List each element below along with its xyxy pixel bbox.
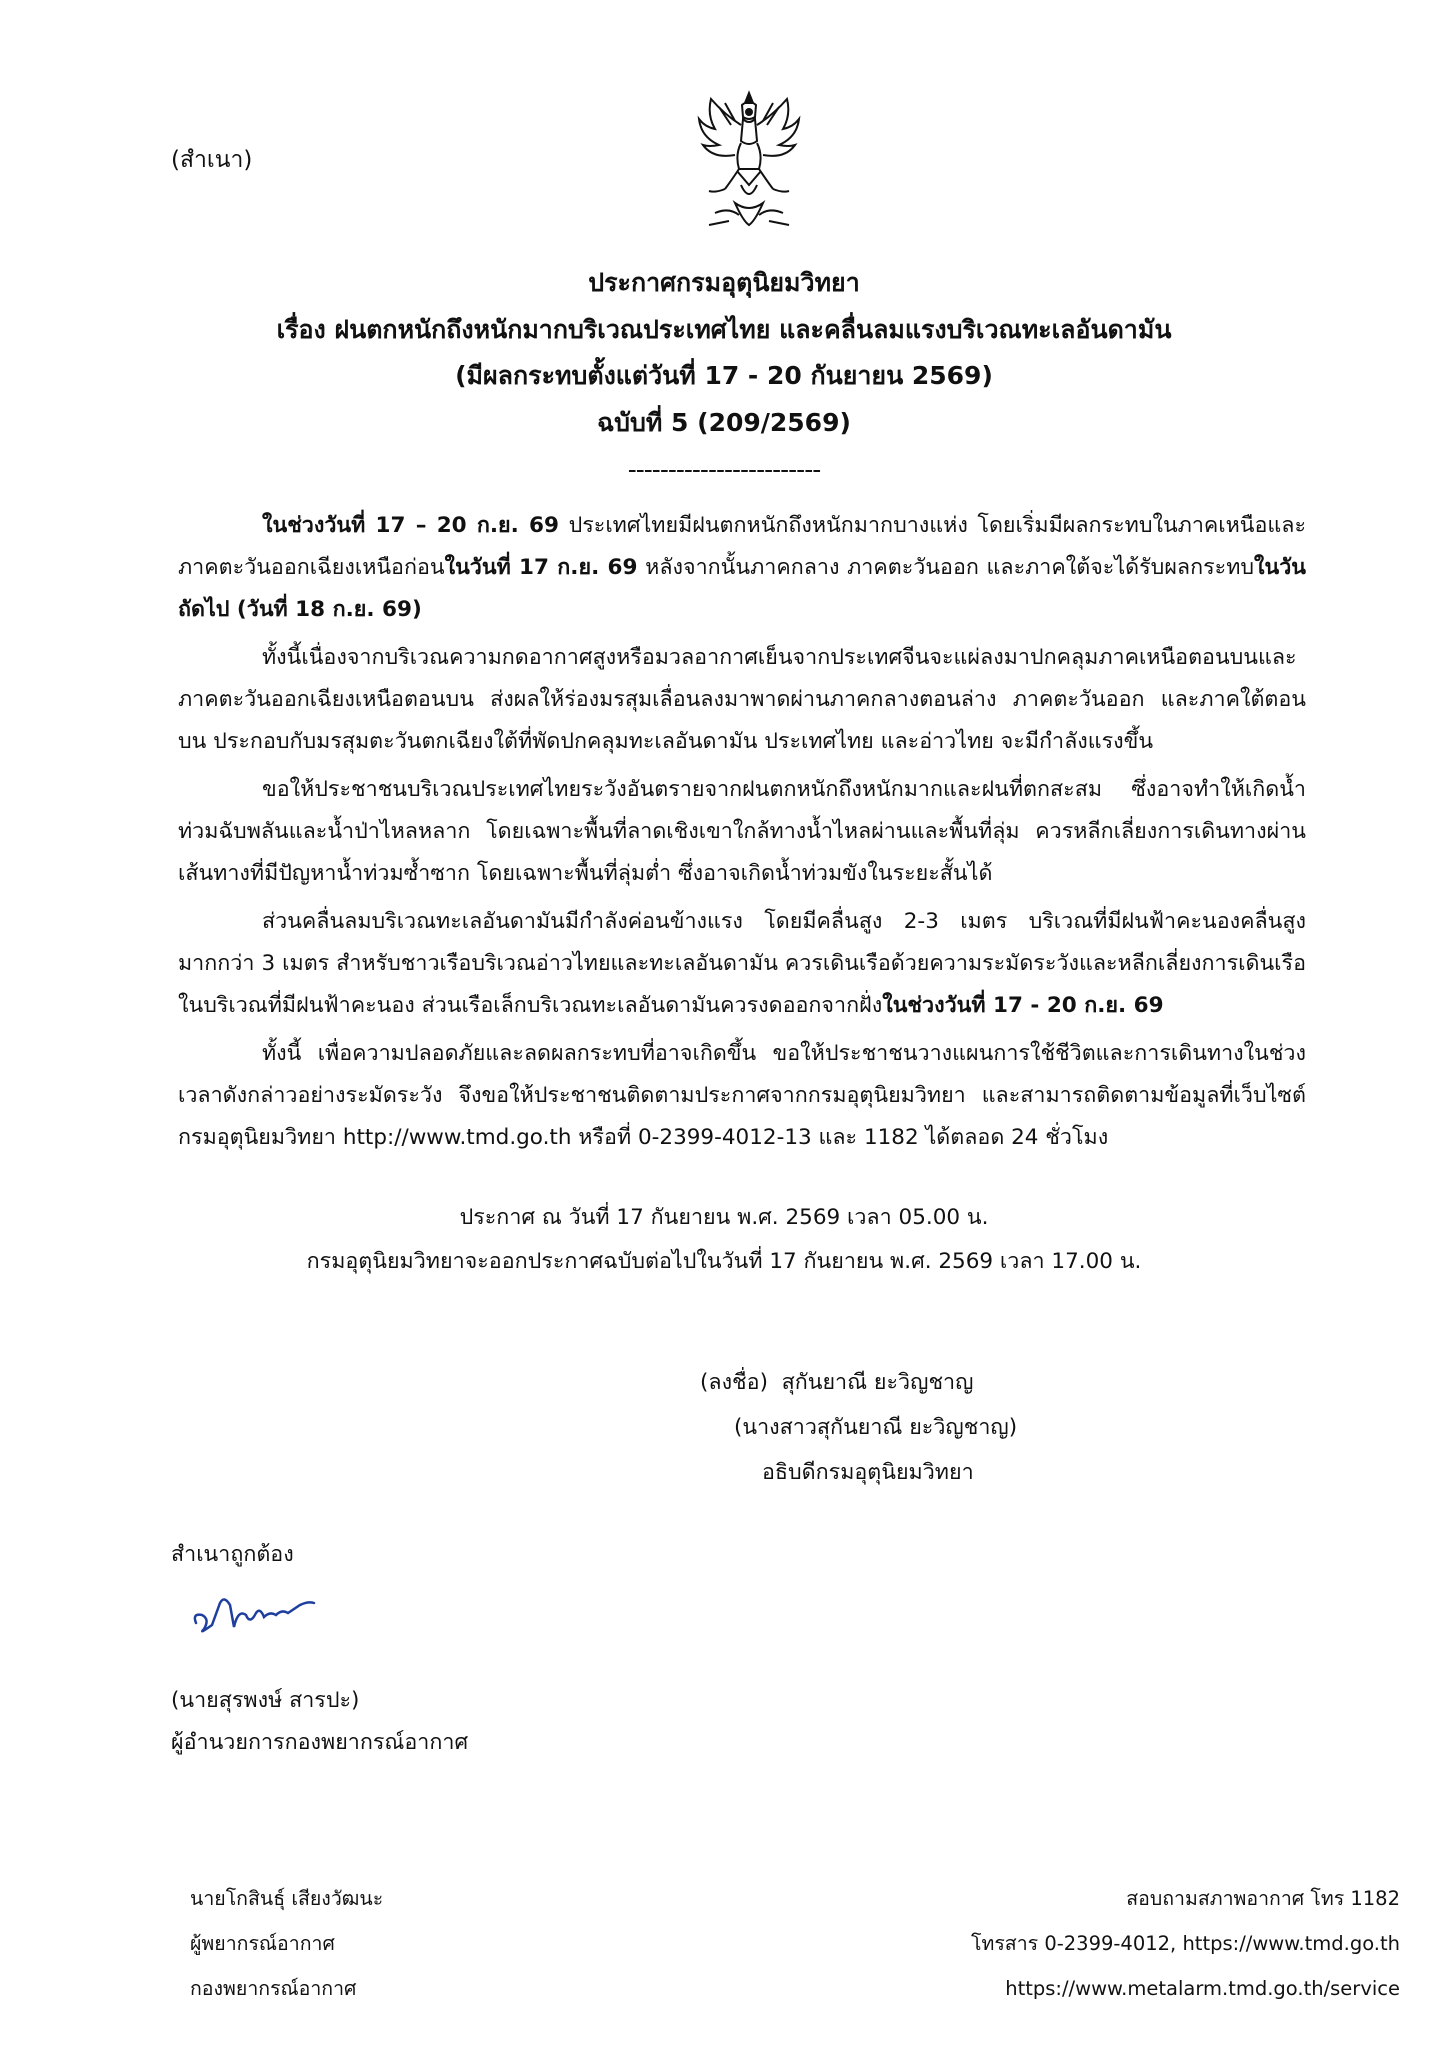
signatory-block <box>700 1360 1017 1495</box>
paragraph-marine-warning-text <box>178 909 1306 1018</box>
signed-line: (ลงชื่อ) สุกันยาณี ยะวิญชาญ <box>700 1370 974 1395</box>
p4-rich-segment: ส่วนคลื่นลมบริเวณทะเลอันดามันมีกำลังค่อนข้างแรง โดยมีคลื่นสูง 2-3 เมตร บริเวณที่มีฝนฟ้าคะนองคลื่นสูงมากกว่า 3 เมตร สำหรับชาวเรือบริเวณอ่าวไทยและทะเลอันดามัน ควรเดินเรือด้วยความระมัดระวังและหลีกเลี่ยงการเดินเรือในบริเวณที่มีฝนฟ้าคะนอง ส่วนเรือเล็กบริเวณทะเลอันดามันควรงดออกจากฝั่ง <box>178 909 1306 1018</box>
certified-copy-label: สำเนาถูกต้อง <box>171 1542 294 1567</box>
forecaster-division: กองพยากรณ์อากาศ <box>190 1977 357 2000</box>
issue-number: ฉบับที่ 5 (209/2569) <box>597 408 851 437</box>
paragraph-safety-advice <box>178 1033 1306 1159</box>
signatory-name: (นางสาวสุกันยาณี ยะวิญชาญ) <box>734 1415 1018 1440</box>
copy-label: (สำเนา) <box>171 147 253 173</box>
paragraph-flood-warning-text: ขอให้ประชาชนบริเวณประเทศไทยระวังอันตรายจากฝนตกหนักถึงหนักมากและฝนที่ตกสะสม ซึ่งอาจทำให้เกิดน้ำท่วมฉับพลันและน้ำป่าไหลหลาก โดยเฉพาะพื้นที่ลาดเชิงเขาใกล้ทางน้ำไหลผ่านและพื้นที่ลุ่ม ควรหลีกเลี่ยงการเดินทางผ่านเส้นทางที่มีปัญหาน้ำท่วมซ้ำซาก โดยเฉพาะพื้นที่ลุ่มต่ำ ซึ่งอาจเกิดน้ำท่วมขังในระยะสั้นได้ <box>178 777 1306 886</box>
forecaster-role: ผู้พยากรณ์อากาศ <box>190 1932 335 1955</box>
contact-hotline: สอบถามสภาพอากาศ โทร 1182 <box>1126 1887 1400 1910</box>
announcement-title: ประกาศกรมอุตุนิยมวิทยา <box>588 268 860 297</box>
paragraph-safety-advice-text: ทั้งนี้ เพื่อความปลอดภัยและลดผลกระทบที่อาจเกิดขึ้น ขอให้ประชาชนวางแผนการใช้ชีวิตและการเดินทางในช่วงเวลาดังกล่าวอย่างระมัดระวัง จึงขอให้ประชาชนติดตามประกาศจากกรมอุตุนิยมวิทยา และสามารถติดตามข้อมูลที่เว็บไซต์ กรมอุตุนิยมวิทยา http://www.tmd.go.th หรือที่ 0-2399-4012-13 และ 1182 ได้ตลอด 24 ชั่วโมง <box>178 1041 1306 1150</box>
announcement-subject: เรื่อง ฝนตกหนักถึงหนักมากบริเวณประเทศไทย และคลื่นลมแรงบริเวณทะเลอันดามัน <box>276 315 1172 344</box>
paragraph-marine-warning <box>178 901 1306 1027</box>
p1-rich-segment: ในช่วงวันที่ 17 – 20 ก.ย. 69 <box>262 513 559 538</box>
effective-period: (มีผลกระทบตั้งแต่วันที่ 17 - 20 กันยายน 2569) <box>455 361 993 390</box>
contact-fax-website: โทรสาร 0-2399-4012, https://www.tmd.go.th <box>971 1932 1400 1955</box>
footer-forecaster <box>190 1876 383 2011</box>
contact-service-url[interactable]: https://www.metalarm.tmd.go.th/service <box>1005 1977 1400 2000</box>
certifier-block <box>171 1680 468 1764</box>
paragraph-rain-forecast <box>178 505 1306 631</box>
paragraph-cause-text: ทั้งนี้เนื่องจากบริเวณความกดอากาศสูงหรือมวลอากาศเย็นจากประเทศจีนจะแผ่ลงมาปกคลุมภาคเหนือตอนบนและภาคตะวันออกเฉียงเหนือตอนบน ส่งผลให้ร่องมรสุมเลื่อนลงมาพาดผ่านภาคกลางตอนล่าง ภาคตะวันออก และภาคใต้ตอนบน ประกอบกับมรสุมตะวันตกเฉียงใต้ที่พัดปกคลุมทะเลอันดามัน ประเทศไทย และอ่าวไทย จะมีกำลังแรงขึ้น <box>178 645 1306 754</box>
forecaster-name: นายโกสินธุ์ เสียงวัฒนะ <box>190 1887 384 1910</box>
paragraph-flood-warning <box>178 769 1306 895</box>
paragraph-rain-forecast-text <box>178 513 1306 622</box>
p1-rich-segment: ประเทศไทยมีฝนตกหนักถึงหนักมากบางแห่ง โดยเริ่มมีผลกระทบในภาคเหนือและภาคตะวันออกเฉียงเหนือก่อน <box>178 513 1307 580</box>
garuda-emblem-icon <box>695 85 803 235</box>
announcement-dates <box>0 1196 1448 1284</box>
p1-rich-segment: หลังจากนั้นภาคกลาง ภาคตะวันออก และภาคใต้จะได้รับผลกระทบ <box>637 555 1255 580</box>
certifier-position: ผู้อำนวยการกองพยากรณ์อากาศ <box>171 1730 469 1755</box>
issued-datetime: ประกาศ ณ วันที่ 17 กันยายน พ.ศ. 2569 เวลา 05.00 น. <box>459 1205 989 1230</box>
p4-rich-segment: ในช่วงวันที่ 17 - 20 ก.ย. 69 <box>882 993 1164 1018</box>
paragraph-cause <box>178 637 1306 763</box>
p1-rich-segment: ในวันที่ 17 ก.ย. 69 <box>444 555 638 580</box>
footer-contact <box>971 1876 1400 2011</box>
handwritten-signature <box>190 1585 320 1640</box>
certifier-name: (นายสุรพงษ์ สารปะ) <box>171 1688 360 1713</box>
signatory-position: อธิบดีกรมอุตุนิยมวิทยา <box>762 1460 974 1485</box>
title-divider: ------------------------ <box>627 455 821 484</box>
p1-rich-segment: ในวันถัดไป (วันที่ 18 ก.ย. 69) <box>178 555 1306 622</box>
next-issue-datetime: กรมอุตุนิยมวิทยาจะออกประกาศฉบับต่อไปในวันที่ 17 กันยายน พ.ศ. 2569 เวลา 17.00 น. <box>306 1249 1142 1274</box>
